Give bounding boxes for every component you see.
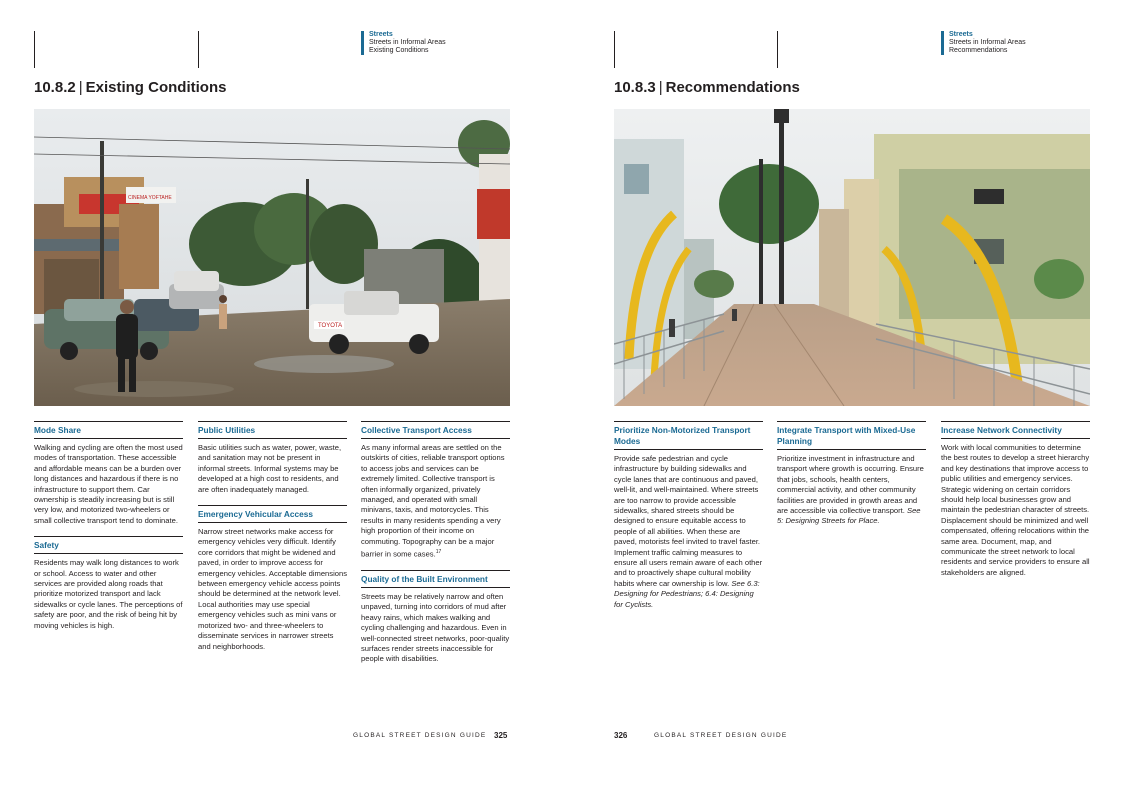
section-number: 10.8.3 xyxy=(614,79,656,96)
mode-share-heading: Mode Share xyxy=(34,421,183,439)
mode-share-body: Walking and cycling are often the most used modes of transportation. These accessible and affordable means can be a burden over long distances and hazardous if there is no infrastructure to support them. Car ownership is steadily increasing but is still very low, and motorized two-wheelers or small collective transport tend to dominate. xyxy=(34,443,183,525)
plate-text: TOYOTA xyxy=(318,323,343,329)
right-page xyxy=(562,0,1123,794)
column-3 xyxy=(941,421,1090,588)
collective-transport-body: As many informal areas are settled on the outskirts of cities, reliable transport options to access jobs and services can be extremely limited. Collective transport is often informally organized, privately managed, and operated with small minivans, taxis, and motorcycles. This results in many residents spending a very high proportion of their income on commuting. Topography can be a major barrier in some cases.$^{17}$ xyxy=(361,443,505,559)
breadcrumb-subsection: Streets in Informal Areas xyxy=(949,39,1026,46)
section-title: Existing Conditions xyxy=(85,79,227,96)
pedestrian-street-photo xyxy=(614,109,1090,406)
breadcrumb-section: Streets xyxy=(949,31,973,38)
page-number: 326 xyxy=(614,731,628,740)
column-1 xyxy=(34,421,183,641)
column-2 xyxy=(198,421,347,662)
rule-line xyxy=(34,31,35,68)
nonmotorized-heading: Prioritize Non-Motorized Transport Modes xyxy=(614,421,763,450)
nonmotorized-body: Provide safe pedestrian and cycle infrastructure by building sidewalks and cycle lanes that are continuous and paved, well-lit, and well-maintained. Where streets are too narrow to provide accessible sidewalks, shared streets should be designed to ensure equitable access to people of all abilities. When these are paved, motorists feel invited to travel faster. Implement traffic calming measures to ensure all users remain aware of each other and to proactively shape cultural mobility habits where car ownership is low. See 6.3: Designing for Pedestrians; 6.4: Designing for Cyclists. xyxy=(614,454,763,609)
connectivity-heading: Increase Network Connectivity xyxy=(941,421,1090,439)
footnote-marker: 17 xyxy=(435,549,442,556)
left-page xyxy=(0,0,561,794)
connectivity-body: Work with local communities to determine the best routes to develop a street hierarchy and key destinations that improve access to public utilities and emergency services. Strategic widening on certain corridors should help local businesses grow and maintain the pedestrian character of streets. Displacement should be minimized and well compensated, offering relocations within the same area. Document, map, and communicate the street network to local residents and service providers to ensure all stakeholders are aligned. xyxy=(941,443,1090,577)
built-environment-heading: Quality of the Built Environment xyxy=(361,570,510,588)
public-utilities-body: Basic utilities such as water, power, waste, and sanitation may not be present in informal streets. Informal systems may be developed at a high cost to residents, and are often inadequately managed. xyxy=(198,443,342,494)
rule-line xyxy=(614,31,615,68)
page-number: 325 xyxy=(494,731,508,740)
built-environment-body: Streets may be relatively narrow and often unpaved, turning into corridors of mud after heavy rains, which makes walking and cycling challenging and hazardous. Even in well-connected street networks, poor-quality surfaces render streets inaccessible for people with disabilities. xyxy=(361,592,510,664)
breadcrumb-section: Streets xyxy=(369,31,393,38)
column-3 xyxy=(361,421,510,675)
safety-body: Residents may walk long distances to work or school. Access to water and other services are provided along roads that prioritize motorized transport and lack sidewalks or cycle lanes. The perceptions of safety are poor, and the risk of being hit by moving vehicles is high. xyxy=(34,558,183,630)
emergency-access-body: Narrow street networks make access for emergency vehicles very difficult. Identify core corridors that might be widened and paved, in order to improve access for emergency vehicles. Acceptable dimensions between emergency vehicle access points should be determined at the network level. Local authorities may use special emergency vehicles such as mini vans or motorized two- and three-wheelers to disseminate services in narrower streets and neighborhoods. xyxy=(198,527,348,651)
public-utilities-heading: Public Utilities xyxy=(198,421,347,439)
column-2 xyxy=(777,421,926,537)
rule-line xyxy=(777,31,778,68)
informal-street-photo xyxy=(34,109,510,406)
breadcrumb-page: Existing Conditions xyxy=(369,47,429,54)
section-title: Recommendations xyxy=(665,79,800,96)
safety-heading: Safety xyxy=(34,536,183,554)
cross-reference: See 5: Designing Streets for Place. xyxy=(777,506,921,526)
breadcrumb xyxy=(941,31,1026,55)
section-number: 10.8.2 xyxy=(34,79,76,96)
emergency-access-heading: Emergency Vehicular Access xyxy=(198,505,347,523)
footer-guide-title: GLOBAL STREET DESIGN GUIDE xyxy=(353,732,487,739)
footer-guide-title: GLOBAL STREET DESIGN GUIDE xyxy=(654,732,788,739)
collective-transport-heading: Collective Transport Access xyxy=(361,421,510,439)
rule-line xyxy=(198,31,199,68)
mixed-use-body: Prioritize investment in infrastructure and transport where growth is occurring. Ensure that jobs, schools, health centers, commercial activity, and other community facilities are provided in growth areas and are accessible via collective transport. See 5: Designing Streets for Place. xyxy=(777,454,924,526)
breadcrumb xyxy=(361,31,446,55)
cinema-sign-text: CINEMA YOFTAHE xyxy=(128,195,172,201)
column-1 xyxy=(614,421,763,620)
cross-reference: See 6.3: Designing for Pedestrians; 6.4: Designing for Cyclists. xyxy=(614,578,760,609)
page-title: 10.8.3 | Recommendations xyxy=(614,79,800,96)
page-title: 10.8.2 | Existing Conditions xyxy=(34,79,227,96)
mixed-use-heading: Integrate Transport with Mixed-Use Planning xyxy=(777,421,926,450)
breadcrumb-page: Recommendations xyxy=(949,47,1008,54)
breadcrumb-subsection: Streets in Informal Areas xyxy=(369,39,446,46)
